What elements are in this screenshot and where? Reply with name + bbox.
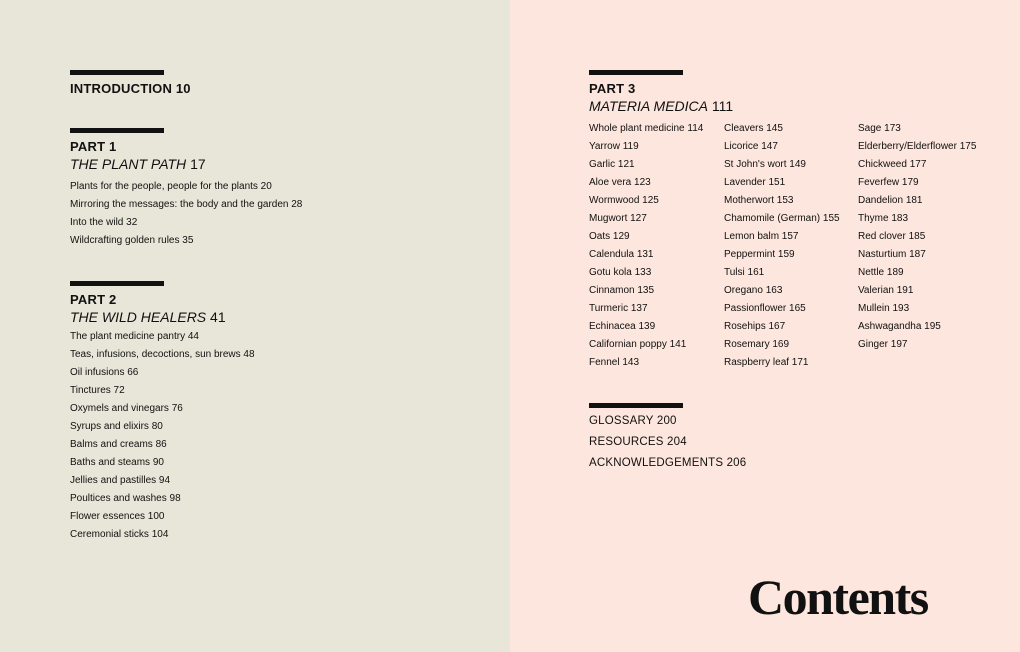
- introduction-rule: [70, 70, 164, 75]
- part3-label: PART 3: [589, 81, 636, 96]
- toc-entry: Motherwort 153: [724, 195, 794, 206]
- toc-entry: Poultices and washes 98: [70, 493, 181, 504]
- toc-entry: Ashwagandha 195: [858, 321, 941, 332]
- part2-label: PART 2: [70, 292, 117, 307]
- part1-label: PART 1: [70, 139, 117, 154]
- toc-entry: Valerian 191: [858, 285, 914, 296]
- part3-column-1: [589, 120, 703, 372]
- toc-entry: Echinacea 139: [589, 321, 656, 332]
- toc-entry: Whole plant medicine 114: [589, 123, 704, 134]
- part1-rule: [70, 128, 164, 133]
- toc-entry: Oxymels and vinegars 76: [70, 403, 183, 414]
- part1-title-page: 17: [190, 156, 206, 172]
- toc-entry: Californian poppy 141: [589, 339, 687, 350]
- toc-entry: Lemon balm 157: [724, 231, 799, 242]
- toc-entry: Wormwood 125: [589, 195, 659, 206]
- part3-title-text: MATERIA MEDICA: [589, 98, 709, 114]
- toc-entry: Rosehips 167: [724, 321, 786, 332]
- toc-entry: Syrups and elixirs 80: [70, 421, 163, 432]
- toc-entry: Chamomile (German) 155: [724, 213, 840, 224]
- part2-entry-list: [70, 328, 255, 544]
- part1-title: [70, 156, 206, 172]
- part1-title-text: THE PLANT PATH: [70, 156, 187, 172]
- toc-entry: The plant medicine pantry 44: [70, 331, 199, 342]
- toc-entry: Nasturtium 187: [858, 249, 926, 260]
- toc-entry: Raspberry leaf 171: [724, 357, 809, 368]
- part2-title-page: 41: [210, 309, 226, 325]
- toc-entry: Licorice 147: [724, 141, 778, 152]
- part2-title: [70, 309, 226, 325]
- toc-entry: Lavender 151: [724, 177, 786, 188]
- toc-entry: Elderberry/Elderflower 175: [858, 141, 977, 152]
- toc-entry: Aloe vera 123: [589, 177, 651, 188]
- backmatter-list: [589, 411, 746, 474]
- toc-entry: Fennel 143: [589, 357, 640, 368]
- toc-entry: Ginger 197: [858, 339, 908, 350]
- toc-entry: Yarrow 119: [589, 141, 639, 152]
- part3-column-2: [724, 120, 840, 372]
- toc-entry: Teas, infusions, decoctions, sun brews 48: [70, 349, 255, 360]
- part2-rule: [70, 281, 164, 286]
- toc-entry: Tulsi 161: [724, 267, 765, 278]
- toc-entry: Baths and steams 90: [70, 457, 164, 468]
- acknowledgements-entry: ACKNOWLEDGEMENTS 206: [589, 457, 747, 469]
- glossary-entry: GLOSSARY 200: [589, 415, 677, 427]
- toc-entry: Sage 173: [858, 123, 901, 134]
- toc-entry: Oregano 163: [724, 285, 783, 296]
- toc-entry: Oats 129: [589, 231, 630, 242]
- toc-entry: Jellies and pastilles 94: [70, 475, 171, 486]
- toc-entry: Oil infusions 66: [70, 367, 139, 378]
- toc-entry: Turmeric 137: [589, 303, 648, 314]
- toc-entry: Into the wild 32: [70, 217, 138, 228]
- toc-entry: Dandelion 181: [858, 195, 923, 206]
- part2-title-text: THE WILD HEALERS: [70, 309, 207, 325]
- toc-entry: Gotu kola 133: [589, 267, 652, 278]
- part1-entry-list: [70, 178, 302, 250]
- toc-entry: St John's wort 149: [724, 159, 806, 170]
- part3-title: [589, 98, 733, 114]
- toc-entry: Mirroring the messages: the body and the garden 28: [70, 199, 303, 210]
- toc-entry: Nettle 189: [858, 267, 904, 278]
- toc-entry: Passionflower 165: [724, 303, 806, 314]
- toc-entry: Mugwort 127: [589, 213, 647, 224]
- toc-entry: Ceremonial sticks 104: [70, 529, 169, 540]
- toc-entry: Flower essences 100: [70, 511, 165, 522]
- part3-column-3: [858, 120, 976, 354]
- toc-entry: Balms and creams 86: [70, 439, 167, 450]
- toc-entry: Cinnamon 135: [589, 285, 655, 296]
- resources-entry: RESOURCES 204: [589, 436, 687, 448]
- toc-entry: Rosemary 169: [724, 339, 790, 350]
- part3-title-page: 111: [711, 98, 734, 114]
- toc-entry: Wildcrafting golden rules 35: [70, 235, 194, 246]
- toc-entry: Cleavers 145: [724, 123, 783, 134]
- toc-entry: Thyme 183: [858, 213, 909, 224]
- introduction-heading: INTRODUCTION 10: [70, 81, 191, 96]
- toc-entry: Tinctures 72: [70, 385, 125, 396]
- toc-entry: Mullein 193: [858, 303, 910, 314]
- toc-entry: Chickweed 177: [858, 159, 927, 170]
- toc-entry: Garlic 121: [589, 159, 635, 170]
- toc-entry: Calendula 131: [589, 249, 654, 260]
- toc-entry: Peppermint 159: [724, 249, 795, 260]
- backmatter-rule: [589, 403, 683, 408]
- toc-entry: Red clover 185: [858, 231, 926, 242]
- contents-title: Contents: [748, 569, 928, 625]
- toc-entry: Plants for the people, people for the plants 20: [70, 181, 272, 192]
- part3-rule: [589, 70, 683, 75]
- toc-entry: Feverfew 179: [858, 177, 919, 188]
